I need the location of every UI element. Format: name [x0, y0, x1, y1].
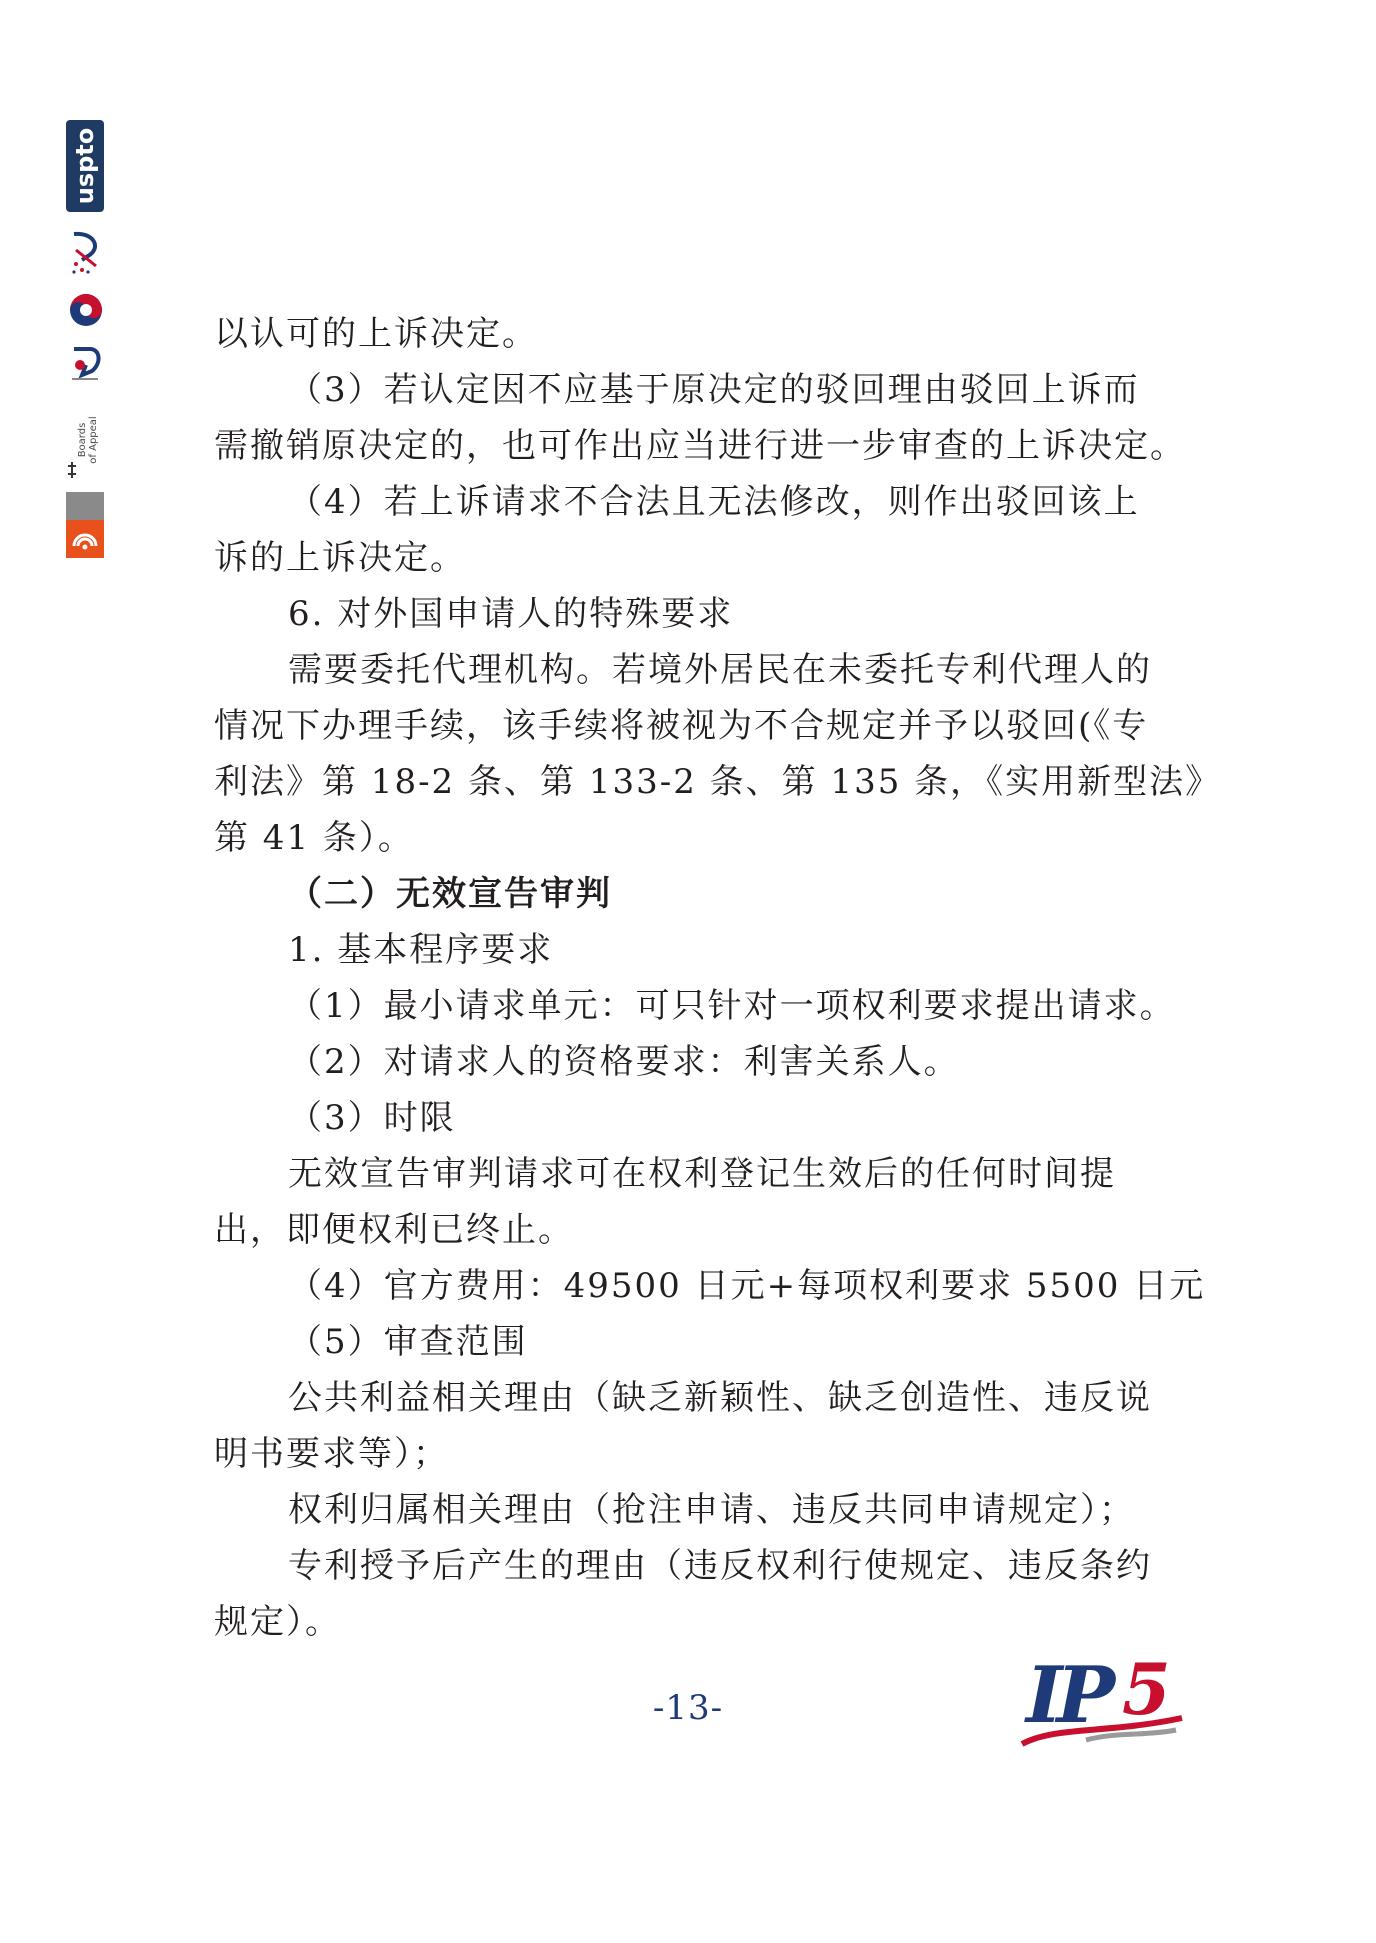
body-line: （4）若上诉请求不合法且无法修改，则作出驳回该上: [288, 482, 1140, 522]
body-line: （3）时限: [288, 1098, 456, 1138]
body-line: 专利授予后产生的理由（违反权利行使规定、违反条约: [288, 1546, 1152, 1586]
boards-of-appeal-text: Boards of Appeal: [77, 416, 99, 464]
kipo-logo: [68, 292, 104, 328]
body-line: 规定）。: [214, 1602, 341, 1642]
uspto-logo: [66, 120, 104, 212]
cnipa-logo: [68, 230, 104, 276]
uspto-logo-text: uspto: [71, 127, 99, 205]
body-line: 利法》第 18-2 条、第 133-2 条、第 135 条，《实用新型法》: [214, 762, 1222, 802]
ip5-logo: [1016, 1648, 1190, 1756]
body-line: 权利归属相关理由（抢注申请、违反共同申请规定）；: [288, 1490, 1135, 1530]
svg-text:IP: IP: [1026, 1650, 1110, 1741]
body-line: （3）若认定因不应基于原决定的驳回理由驳回上诉而: [288, 370, 1140, 410]
body-line: 无效宣告审判请求可在权利登记生效后的任何时间提: [288, 1154, 1116, 1194]
document-body: [214, 306, 1222, 1650]
partner-logo-strip: [66, 120, 106, 560]
body-line: （4）官方费用：49500 日元+每项权利要求 5500 日元: [288, 1266, 1206, 1306]
subsection-heading: （二）无效宣告审判: [288, 874, 612, 914]
body-line: 以认可的上诉决定。: [214, 314, 538, 354]
body-line: 第 41 条）。: [214, 818, 414, 858]
body-line: （2）对请求人的资格要求：利害关系人。: [288, 1042, 960, 1082]
body-line: 出，即便权利已终止。: [214, 1210, 574, 1250]
body-line: 情况下办理手续，该手续将被视为不合规定并予以驳回(《专: [214, 706, 1149, 746]
body-line: 诉的上诉决定。: [214, 538, 466, 578]
section-heading: 1. 基本程序要求: [288, 930, 554, 970]
body-line: （1）最小请求单元：可只针对一项权利要求提出请求。: [288, 986, 1176, 1026]
svg-text:5: 5: [1122, 1648, 1171, 1731]
section-heading: 6. 对外国申请人的特殊要求: [288, 594, 734, 634]
body-line: 明书要求等）；: [214, 1434, 449, 1474]
cnipa-reexamination-logo: [66, 492, 104, 558]
body-line: 需要委托代理机构。若境外居民在未委托专利代理人的: [288, 650, 1152, 690]
epo-boards-of-appeal-logo: [66, 400, 106, 482]
page-number: -13-: [652, 1688, 724, 1728]
jpo-logo: [68, 345, 104, 383]
body-line: （5）审查范围: [288, 1322, 528, 1362]
body-line: 公共利益相关理由（缺乏新颖性、缺乏创造性、违反说: [288, 1378, 1152, 1418]
body-line: 需撤销原决定的，也可作出应当进行进一步审查的上诉决定。: [214, 426, 1186, 466]
